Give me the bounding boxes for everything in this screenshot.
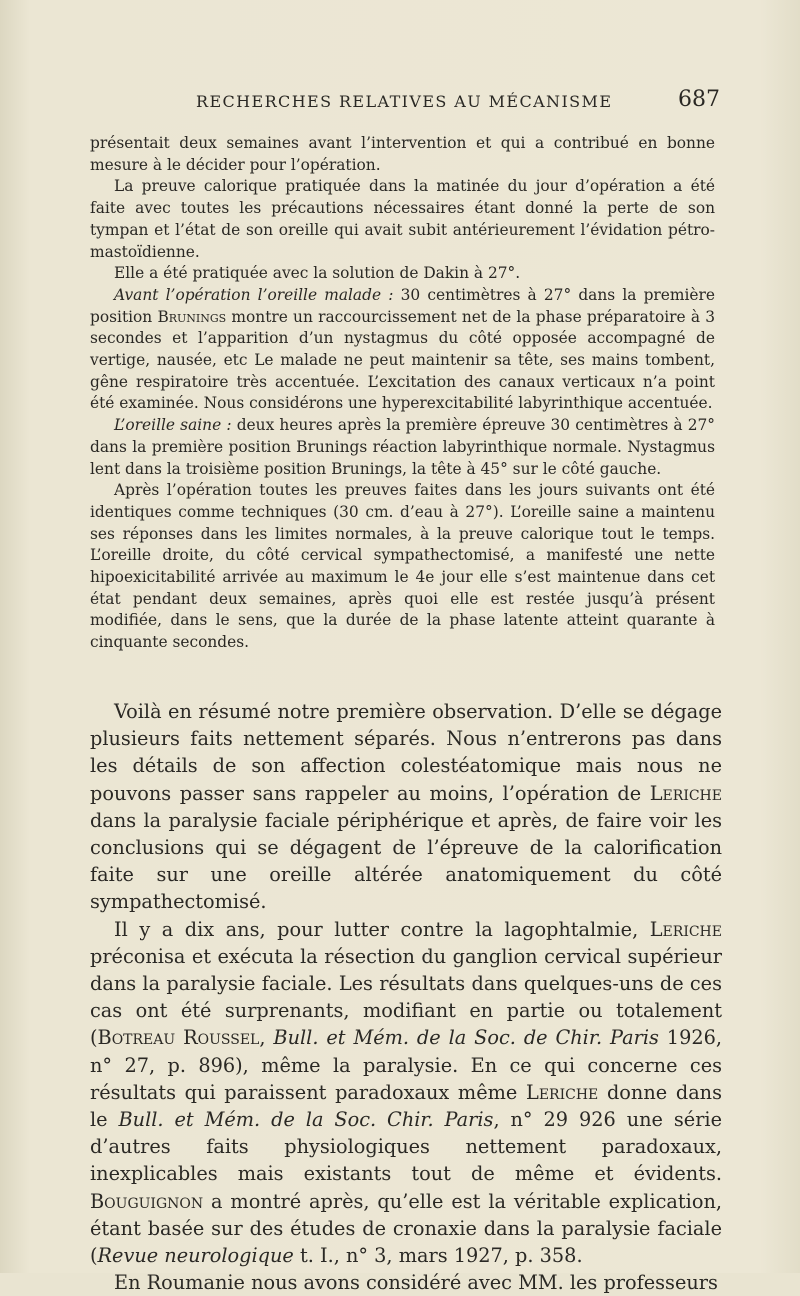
paragraph-dakin-solution: Elle a été pratiquée avec la solution de Dakin à 27°. <box>114 264 521 283</box>
paragraph-healthy-ear <box>90 415 715 480</box>
author-name: Leriche <box>526 1080 599 1104</box>
paragraph-after-operation: Après l’opération toutes les preuves faites dans les jours suivants ont été identiques comme techniques (30 cm. d’eau à 27°). L’oreille saine a maintenu ses réponses dans les limites normales, à la preuve calorique tout le temps. L’oreille droite, du côté cervical sympathectomisé, a manifesté une nette hipoexicitabilité arrivée au maximum le 4e jour elle s’est maintenue dans cet état pendant deux semaines, après quoi elle est restée jusqu’à présent modifiée, dans le sens, que la durée de la phase latente atteint quarante à cinquante secondes. <box>90 481 715 652</box>
paragraph-summary <box>90 698 722 916</box>
paragraph-continuation: présentait deux semaines avant l’intervention et qui a contribué en bonne mesure à le décider pour l’opération. <box>90 134 715 174</box>
text-span: t. I., n° 3, mars 1927, p. 358. <box>293 1244 583 1268</box>
case-report-block <box>90 133 715 654</box>
citation: Bull. et Mém. de la Soc. de Chir. Paris <box>273 1026 659 1050</box>
text-span: , <box>259 1026 274 1050</box>
page-header <box>196 87 720 117</box>
text-span: a montré après, qu’elle est la véritable explication, étant basée sur des études de cronaxie dans la paralysie faciale ( <box>90 1189 722 1268</box>
citation: Revue neurologique <box>97 1244 294 1268</box>
lead-before-operation: Avant l’opération l’oreille malade : <box>114 285 394 304</box>
author-name: Bouguignon <box>90 1189 204 1213</box>
paragraph-before-operation <box>90 285 715 415</box>
text-span: Il y a dix ans, pour lutter contre la lagophtalmie, <box>114 917 650 941</box>
paragraph-history <box>90 916 722 1270</box>
discussion-block <box>90 698 722 1296</box>
author-name: Botreau Roussel <box>97 1026 260 1050</box>
author-name: Brunings <box>157 307 227 326</box>
text-span: 1926, n° 27, p. 896), même la paralysie. En ce qui concerne ces résultats qui paraissent paradoxaux même <box>90 1026 723 1104</box>
running-title: RECHERCHES RELATIVES AU MÉCANISME <box>196 92 613 111</box>
lead-healthy-ear: L’oreille saine : <box>114 416 232 435</box>
text-span: 30 centimètres à 27° dans la première position <box>90 285 715 326</box>
text-span: Voilà en résumé notre première observation. D’elle se dégage plusieurs faits nettement séparés. Nous n’entrerons pas dans les détails de son affection colestéatomique mais nous ne pouvons passer sans rappeler au moins, l’opération de <box>90 700 722 805</box>
text-span: dans la paralysie faciale périphérique et après, de faire voir les conclusions qui se dégagent de l’épreuve de la calorification faite sur une oreille altérée anatomiquement du côté sympathectomisé. <box>90 808 722 914</box>
text-span: , n° 29 926 une série d’autres faits physiologiques nettement paradoxaux, inexplicables mais existants tout de même et évidents. <box>90 1108 723 1186</box>
page-number: 687 <box>678 87 720 112</box>
citation: Bull. et Mém. de la Soc. Chir. Paris <box>118 1108 494 1132</box>
text-span: montre un raccourcissement net de la phase préparatoire à 3 secondes et l’apparition d’un nystagmus du côté opposée accompagné de vertige, nausée, etc Le malade ne peut maintenir sa tête, ses mains tombent, gêne respiratoire très accentuée. L’excitation des canaux verticaux n’a point été examinée. Nous considérons une hyperexcitabilité labyrinthique accentuée. <box>90 307 715 413</box>
text-span: deux heures après la première épreuve 30 centimètres à 27° dans la première position Brunings réaction labyrinthique normale. Nystagmus lent dans la troisième position Brunings, la tête à 45° sur le côté gauche. <box>90 416 715 478</box>
text-span: donne dans le <box>90 1080 722 1132</box>
author-name: Leriche <box>649 781 722 805</box>
paragraph-caloric-test: La preuve calorique pratiquée dans la matinée du jour d’opération a été faite avec toutes les précautions nécessaires étant donné la perte de son tympan et l’état de son oreille qui avait subit antérieurement l’évidation pétro-mastoïdienne. <box>90 177 715 261</box>
text-span: préconisa et exécuta la résection du ganglion cervical supérieur dans la paralysie faciale. Les résultats dans quelques-uns de ces cas ont été surprenants, modifiant en partie ou totalement ( <box>90 944 722 1050</box>
author-name: Leriche <box>649 917 722 941</box>
paragraph-romania: En Roumanie nous avons considéré avec MM. les professeurs <box>114 1271 718 1295</box>
